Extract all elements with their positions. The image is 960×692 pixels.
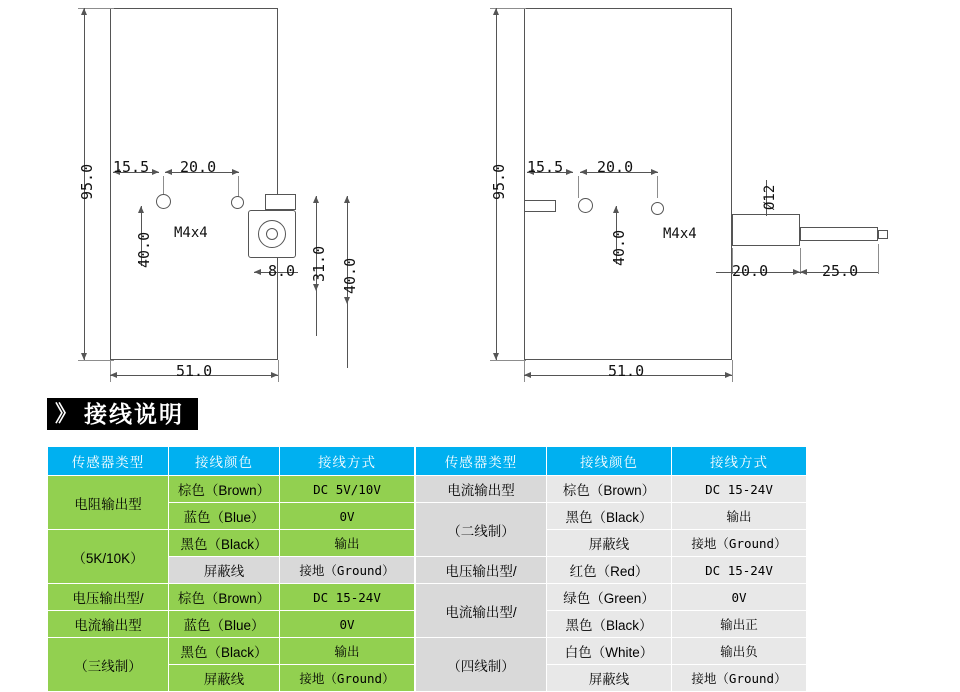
mounting-hole-2 [231,196,244,209]
thread-label-m4x4: M4x4 [174,225,208,241]
dim-15-5-2: 15.5 [527,158,564,176]
ext-width-right [278,360,279,382]
cell-sensor-type-4: 电压输出型/ [416,557,547,584]
arrow-200-l2 [580,169,587,175]
boss-block [265,194,296,210]
ext-width2-left [524,360,525,382]
shaft-body [732,214,800,246]
shaft-tip [800,227,878,241]
table-row [48,611,415,638]
arrow-boss31-top [313,196,319,203]
arrow-200-l [165,169,172,175]
cell-mode: DC 15-24V [672,476,807,503]
cell-sensor-type-1b: （5K/10K） [48,530,169,584]
arrow-width2-r [725,372,732,378]
ext-width-left [110,360,111,382]
cell-sensor-type-4b: 电流输出型/ [416,584,547,638]
dim-dia-12: Ø12 [762,184,778,210]
header-wire-color: 接线颜色 [169,447,280,476]
dim-hole-40: 40.0 [135,231,153,268]
ext-hole2-2 [657,176,658,198]
mounting-hole-4 [651,202,664,215]
arrow-200-r2 [651,169,658,175]
dim-height-95: 95.0 [78,163,96,200]
table-row [48,530,415,557]
chevron-icon: 》 [47,398,78,430]
cell-mode: 输出 [672,503,807,530]
ext-hole2 [238,176,239,198]
cell-mode: DC 15-24V [672,557,807,584]
front-body-outline [110,8,278,360]
arrow-shaft25-l [800,269,807,275]
ext-bottom-left [78,360,114,361]
header-wire-mode: 接线方式 [672,447,807,476]
cell-mode: 0V [672,584,807,611]
shaft-end-cap [878,230,888,239]
cell-color: 棕色（Brown） [169,476,280,503]
cell-mode: 输出 [280,638,415,665]
arrow-shaft20-r [793,269,800,275]
cell-color: 白色（White） [547,638,672,665]
cell-color: 棕色（Brown） [169,584,280,611]
dim-8-0: 8.0 [268,262,296,280]
arrow-height-bottom [81,353,87,360]
cell-mode: 输出 [280,530,415,557]
cell-mode: 接地（Ground） [672,530,807,557]
cell-sensor-type-3: 电流输出型 [416,476,547,503]
shaft-inner-circle [266,228,278,240]
dim-15-5: 15.5 [113,158,150,176]
arrow-hole40-top [138,206,144,213]
arrow-hole40-top2 [613,206,619,213]
arrow-height2-bottom [493,353,499,360]
table-row [416,476,807,503]
ext-bottom-right [490,360,526,361]
arrow-155-r [152,169,159,175]
cell-mode: DC 5V/10V [280,476,415,503]
wiring-table-left [47,446,415,692]
ext-hole1-2 [578,176,579,198]
table-row [416,503,807,530]
ext-width2-right [732,360,733,382]
connector-block [524,200,556,212]
mounting-hole-3 [578,198,593,213]
cell-sensor-type-2b: 电流输出型 [48,611,169,638]
cell-color: 屏蔽线 [547,665,672,692]
cell-mode: 输出负 [672,638,807,665]
cell-color: 棕色（Brown） [547,476,672,503]
cell-mode: 接地（Ground） [280,557,415,584]
arrow-boss40-top [344,196,350,203]
dim-20-0: 20.0 [180,158,217,176]
cell-mode: 接地（Ground） [280,665,415,692]
table-row [48,584,415,611]
wiring-tables [47,446,807,692]
cell-color: 蓝色（Blue） [169,611,280,638]
arrow-width-right [271,372,278,378]
arrow-155-r2 [566,169,573,175]
cell-sensor-type-2c: （三线制） [48,638,169,692]
cell-color: 黑色（Black） [169,638,280,665]
table-row [416,584,807,611]
table-row [48,476,415,503]
header-wire-color: 接线颜色 [547,447,672,476]
cell-color: 蓝色（Blue） [169,503,280,530]
dim-boss-40: 40.0 [341,257,359,294]
arrow-200-r [232,169,239,175]
wiring-table-right [415,446,807,692]
header-wire-mode: 接线方式 [280,447,415,476]
section-heading [47,398,198,430]
ext-shaft-c [878,244,879,274]
dim-width-51: 51.0 [176,362,213,380]
cell-sensor-type-2: 电压输出型/ [48,584,169,611]
dim-20-0-2: 20.0 [597,158,634,176]
cell-mode: 0V [280,503,415,530]
dim-width-51-2: 51.0 [608,362,645,380]
cell-mode: 0V [280,611,415,638]
dim-boss-31: 31.0 [310,245,328,282]
table-header-row [416,447,807,476]
arrow-boss40-bottom [344,297,350,304]
arrow-height-top [81,8,87,15]
dim-shaft-20: 20.0 [732,262,769,280]
dim-height-95-2: 95.0 [490,163,508,200]
mounting-hole-1 [156,194,171,209]
cell-color: 屏蔽线 [547,530,672,557]
table-row [416,557,807,584]
section-heading-title: 接线说明 [78,398,198,430]
cell-sensor-type-1: 电阻输出型 [48,476,169,530]
cell-sensor-type-4c: （四线制） [416,638,547,692]
cell-color: 屏蔽线 [169,665,280,692]
arrow-80-l [254,269,261,275]
table-header-row [48,447,415,476]
cell-color: 黑色（Black） [547,503,672,530]
cell-mode: DC 15-24V [280,584,415,611]
header-sensor-type: 传感器类型 [416,447,547,476]
cell-mode: 输出正 [672,611,807,638]
cell-color: 屏蔽线 [169,557,280,584]
cell-sensor-type-3b: （二线制） [416,503,547,557]
thread-label-m4x4-2: M4x4 [663,226,697,242]
arrow-width-left [110,372,117,378]
cell-color: 红色（Red） [547,557,672,584]
cell-color: 黑色（Black） [547,611,672,638]
cell-mode: 接地（Ground） [672,665,807,692]
arrow-height2-top [493,8,499,15]
table-row [416,638,807,665]
arrow-boss31-bottom [313,284,319,291]
side-body-outline [524,8,732,360]
dim-hole-40-2: 40.0 [610,229,628,266]
header-sensor-type: 传感器类型 [48,447,169,476]
dim-shaft-25: 25.0 [822,262,859,280]
cell-color: 黑色（Black） [169,530,280,557]
arrow-width2-l [524,372,531,378]
cell-color: 绿色（Green） [547,584,672,611]
table-row [48,638,415,665]
